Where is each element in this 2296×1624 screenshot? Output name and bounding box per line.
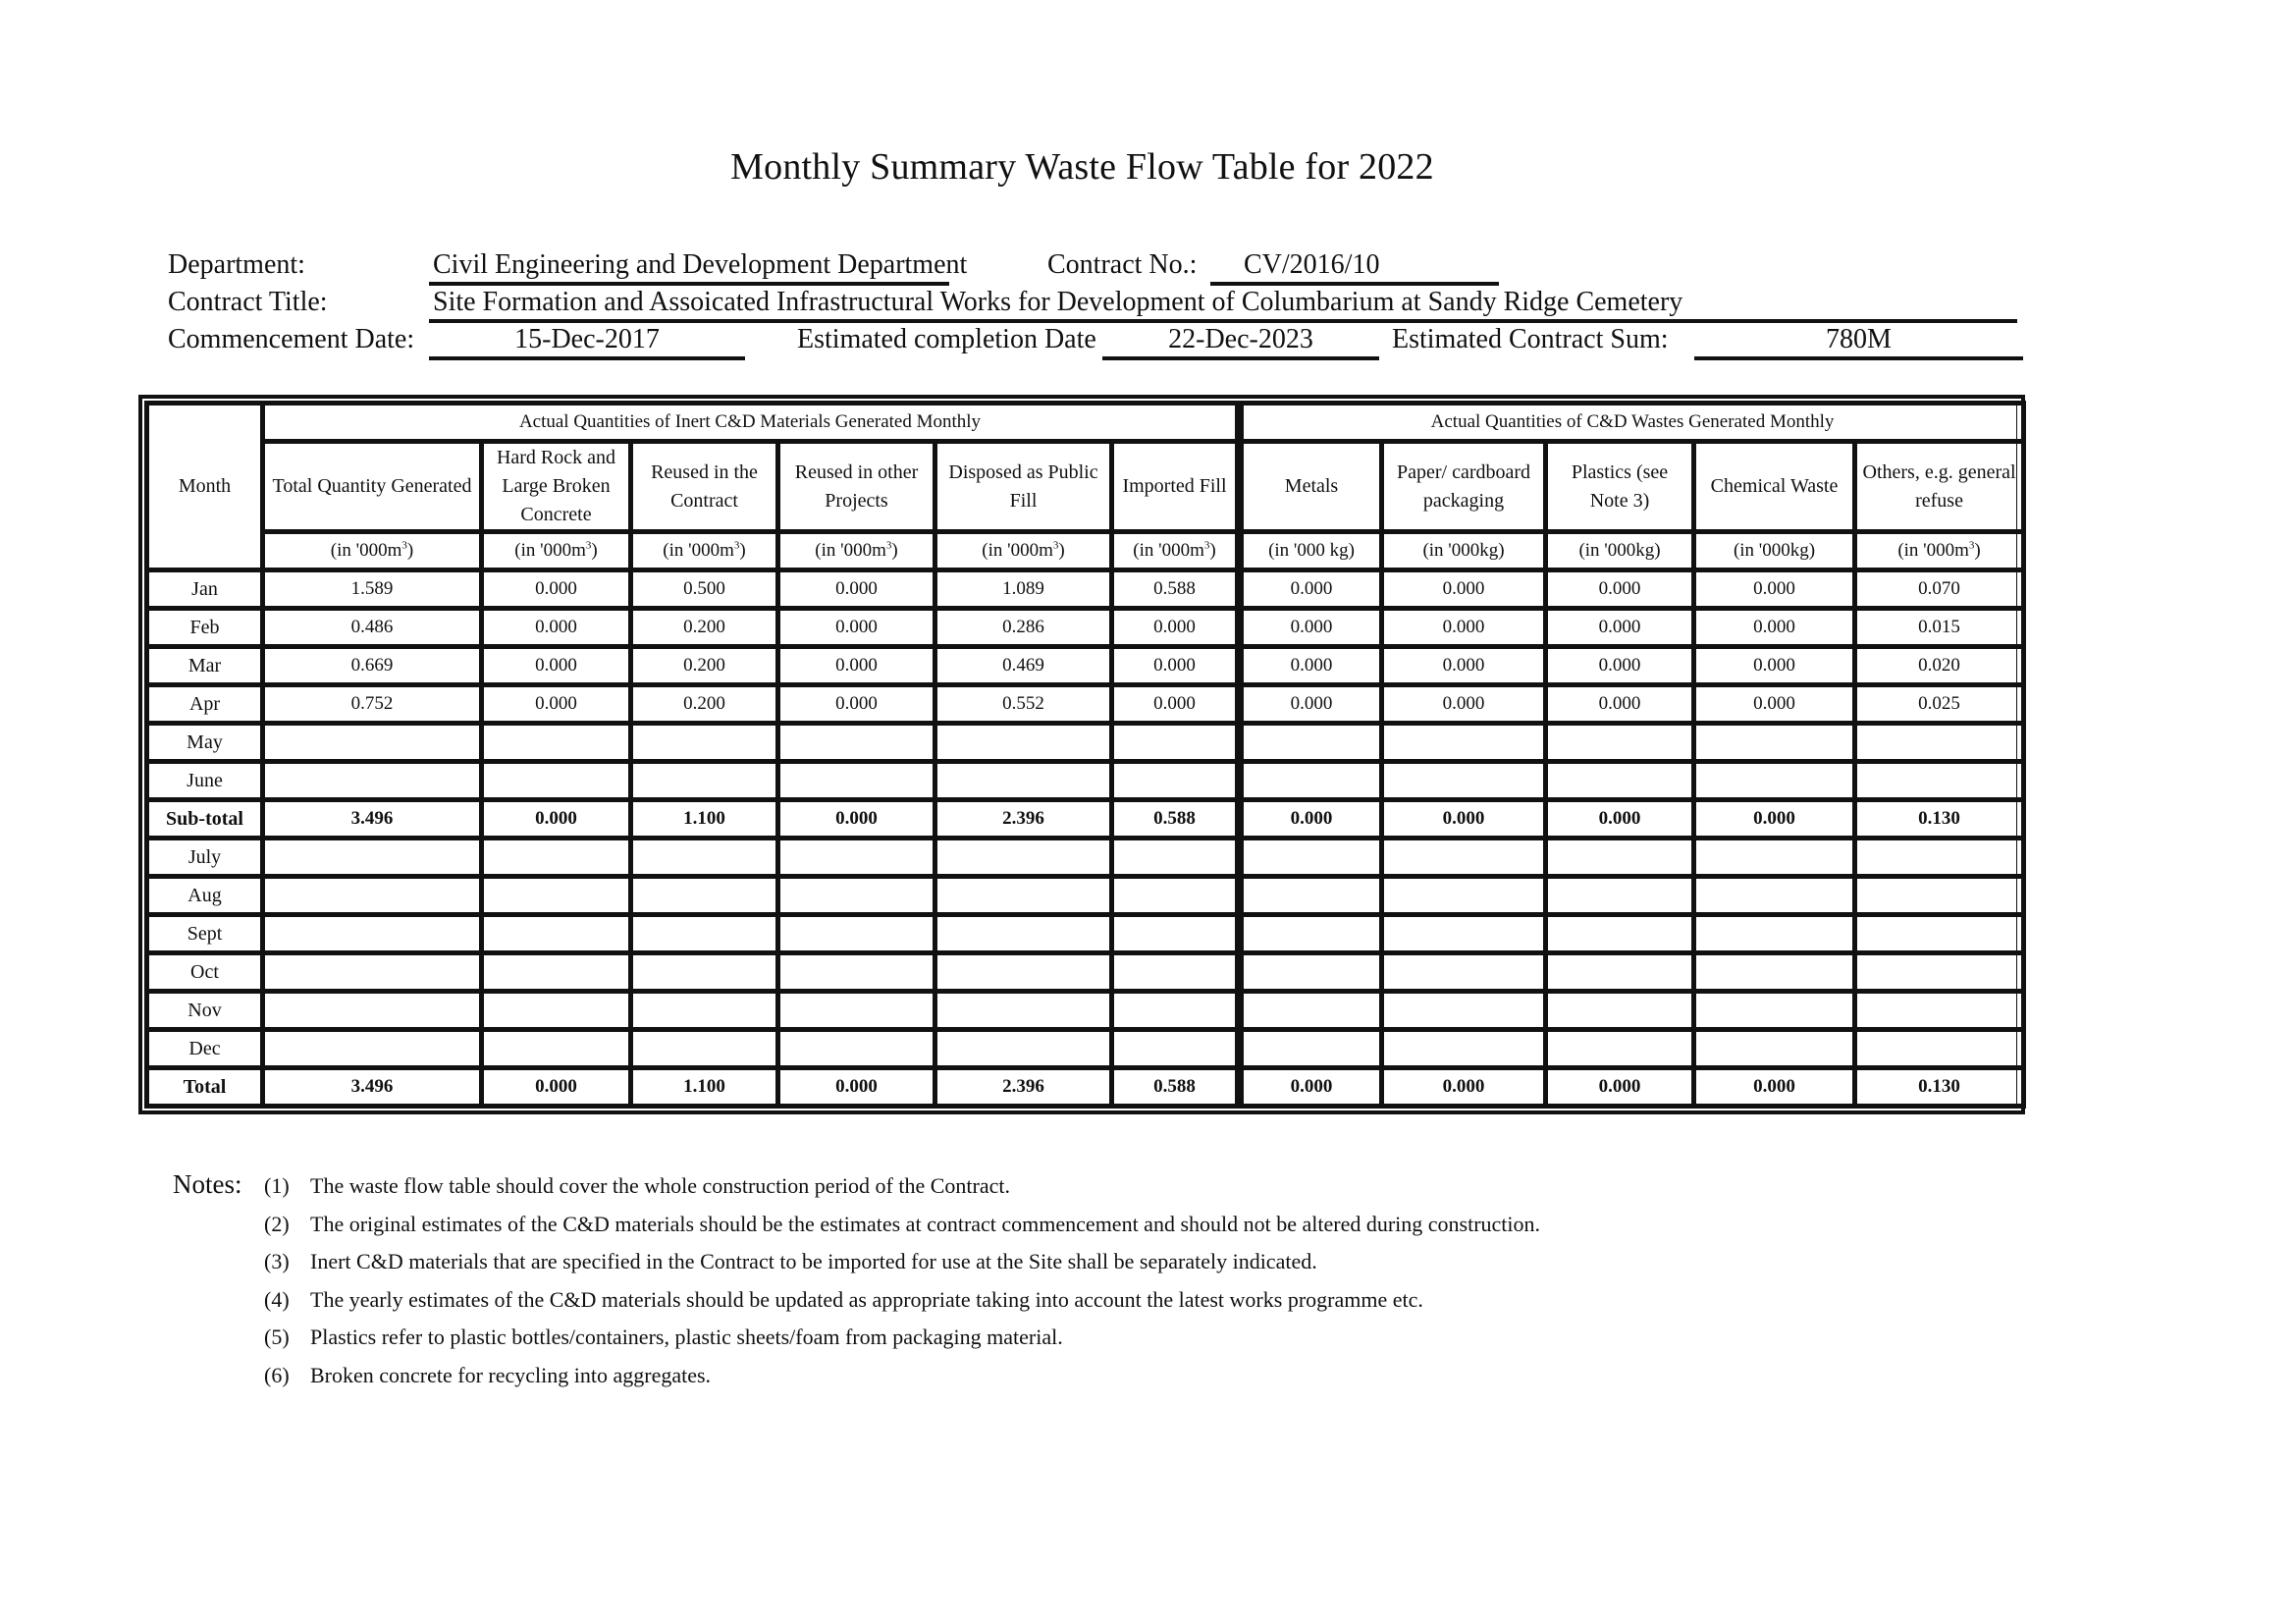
value-cell [631,915,778,953]
value-cell: 0.000 [1112,647,1240,685]
value-cell: 0.000 [1382,685,1546,724]
unit-cell [482,532,631,570]
note-number: (6) [264,1363,290,1387]
value-cell [263,915,482,953]
value-cell: 0.000 [1240,570,1382,609]
month-cell: Feb [147,609,263,647]
table-row [147,609,2024,647]
unit-superscript: 3 [1968,539,1975,552]
value-cell [778,915,935,953]
note-item [264,1363,711,1388]
value-cell [778,762,935,800]
value-cell: 0.000 [1694,609,1855,647]
value-cell [1855,724,2024,762]
month-cell: Oct [147,953,263,992]
unit-superscript: 3 [585,539,592,552]
column-header: Reused in the Contract [631,442,778,532]
month-cell: Sub-total [147,800,263,839]
value-cell [1240,915,1382,953]
table-row [147,1030,2024,1068]
table-row [147,647,2024,685]
unit-suffix: ) [891,540,898,562]
value-cell [1382,1030,1546,1068]
unit-text: (in '000m [1897,540,1969,562]
value-cell [263,839,482,877]
value-cell [1855,953,2024,992]
unit-superscript: 3 [1052,539,1059,552]
unit-superscript: 3 [885,539,892,552]
value-cell: 0.000 [778,647,935,685]
value-cell [935,992,1112,1030]
value-cell: 0.130 [1855,800,2024,839]
value-cell [1546,724,1694,762]
month-cell: Nov [147,992,263,1030]
column-header: Reused in other Projects [778,442,935,532]
month-cell: Sept [147,915,263,953]
column-header-row [147,442,2024,532]
column-header: Total Quantity Generated [263,442,482,532]
value-cell [1240,1030,1382,1068]
value-cell [482,762,631,800]
total-row [147,1068,2024,1107]
value-cell: 0.000 [1694,1068,1855,1107]
value-cell: 0.000 [1382,800,1546,839]
column-header: Hard Rock and Large Broken Concrete [482,442,631,532]
value-cell [263,1030,482,1068]
table-body [147,570,2024,1107]
value-cell: 1.100 [631,1068,778,1107]
contract-sum-label: Estimated Contract Sum: [1392,324,1669,354]
value-cell: 0.200 [631,647,778,685]
value-cell [1382,953,1546,992]
value-cell [631,877,778,915]
value-cell: 0.015 [1855,609,2024,647]
value-cell [1112,953,1240,992]
group-header-row [147,404,2024,442]
total-row [147,800,2024,839]
value-cell: 1.589 [263,570,482,609]
unit-text: (in '000kg) [1578,540,1661,562]
unit-text: (in '000m [663,540,734,562]
value-cell: 0.286 [935,609,1112,647]
note-text: The waste flow table should cover the whole construction period of the Contract. [310,1173,1010,1198]
value-cell [778,839,935,877]
value-cell: 0.000 [1382,570,1546,609]
value-cell: 0.469 [935,647,1112,685]
note-number: (5) [264,1325,290,1350]
value-cell [1240,992,1382,1030]
value-cell [1240,724,1382,762]
value-cell: 0.000 [1546,685,1694,724]
value-cell: 0.000 [1112,609,1240,647]
contract-title-value: Site Formation and Assoicated Infrastructural Works for Development of Columbarium at Sandy Ridge Cemetery [429,289,2017,323]
value-cell: 0.000 [1546,570,1694,609]
value-cell: 0.200 [631,609,778,647]
unit-superscript: 3 [1203,539,1210,552]
inert-materials-group-header: Actual Quantities of Inert C&D Materials Generated Monthly [263,404,1240,442]
value-cell: 0.000 [482,800,631,839]
column-header: Plastics (see Note 3) [1546,442,1694,532]
table-row [147,570,2024,609]
value-cell [778,992,935,1030]
table-row [147,762,2024,800]
value-cell [1382,915,1546,953]
value-cell: 2.396 [935,800,1112,839]
month-cell: Aug [147,877,263,915]
value-cell [1112,839,1240,877]
value-cell [263,953,482,992]
column-header: Metals [1240,442,1382,532]
month-column-header: Month [147,404,263,570]
value-cell: 0.752 [263,685,482,724]
value-cell: 2.396 [935,1068,1112,1107]
value-cell: 0.000 [1240,609,1382,647]
value-cell [263,877,482,915]
value-cell: 0.000 [1694,647,1855,685]
note-number: (1) [264,1173,290,1198]
value-cell [778,724,935,762]
value-cell [1546,915,1694,953]
value-cell [263,992,482,1030]
value-cell: 0.000 [1382,1068,1546,1107]
note-item [264,1212,1540,1237]
value-cell: 0.588 [1112,1068,1240,1107]
value-cell: 0.000 [1112,685,1240,724]
table-row [147,685,2024,724]
value-cell: 0.000 [1694,570,1855,609]
table-row [147,839,2024,877]
table-row [147,915,2024,953]
value-cell: 0.000 [778,1068,935,1107]
month-cell: Dec [147,1030,263,1068]
value-cell [631,839,778,877]
month-cell: July [147,839,263,877]
value-cell: 0.000 [1240,685,1382,724]
unit-text: (in '000m [1133,540,1204,562]
value-cell [1855,1030,2024,1068]
value-cell [482,724,631,762]
value-cell [1694,1030,1855,1068]
value-cell [631,762,778,800]
unit-cell [1240,532,1382,570]
value-cell [935,953,1112,992]
value-cell: 0.000 [482,1068,631,1107]
value-cell: 0.552 [935,685,1112,724]
value-cell [1855,992,2024,1030]
value-cell [1382,762,1546,800]
value-cell [1546,992,1694,1030]
note-item [264,1287,1423,1313]
value-cell [263,762,482,800]
value-cell [1112,992,1240,1030]
unit-cell [1382,532,1546,570]
completion-label: Estimated completion Date [797,326,1096,353]
value-cell [1382,877,1546,915]
value-cell [1382,992,1546,1030]
unit-suffix: ) [739,540,746,562]
unit-suffix: ) [406,540,414,562]
unit-text: (in '000m [330,540,402,562]
value-cell [1694,953,1855,992]
value-cell: 1.100 [631,800,778,839]
unit-suffix: ) [591,540,598,562]
month-cell: Jan [147,570,263,609]
value-cell: 1.089 [935,570,1112,609]
value-cell: 0.000 [1382,609,1546,647]
value-cell [1112,724,1240,762]
value-cell: 3.496 [263,1068,482,1107]
value-cell: 0.486 [263,609,482,647]
value-cell: 0.000 [482,647,631,685]
note-item [264,1325,1063,1350]
value-cell [482,915,631,953]
note-number: (4) [264,1286,290,1312]
value-cell: 0.000 [1546,1068,1694,1107]
department-value: Civil Engineering and Development Department [429,251,949,286]
value-cell [1855,877,2024,915]
note-text: The yearly estimates of the C&D materials should be updated as appropriate taking into account the latest works programme etc. [310,1286,1423,1312]
value-cell [1694,877,1855,915]
value-cell [631,953,778,992]
cd-wastes-group-header: Actual Quantities of C&D Wastes Generated Monthly [1240,404,2024,442]
column-header: Imported Fill [1112,442,1240,532]
unit-superscript: 3 [401,539,407,552]
note-number: (3) [264,1249,290,1274]
value-cell [1112,762,1240,800]
value-cell [1546,839,1694,877]
unit-suffix: ) [1209,540,1216,562]
value-cell [1240,877,1382,915]
unit-text: (in '000kg) [1733,540,1816,562]
value-cell: 0.588 [1112,570,1240,609]
contract-no-label: Contract No.: [1047,249,1198,280]
waste-flow-table-frame [138,395,2025,1114]
value-cell: 0.588 [1112,800,1240,839]
value-cell [482,839,631,877]
value-cell [778,877,935,915]
unit-cell [631,532,778,570]
value-cell: 0.500 [631,570,778,609]
notes-label: Notes: [173,1169,242,1199]
unit-suffix: ) [1058,540,1065,562]
note-text: Plastics refer to plastic bottles/containers, plastic sheets/foam from packaging material. [310,1325,1063,1350]
unit-text: (in '000m [815,540,886,562]
note-text: The original estimates of the C&D materials should be the estimates at contract commencement and should not be altered during construction. [310,1211,1541,1236]
value-cell [935,762,1112,800]
value-cell: 0.025 [1855,685,2024,724]
contract-title-label: Contract Title: [168,287,328,317]
value-cell [482,877,631,915]
unit-cell [1694,532,1855,570]
unit-superscript: 3 [733,539,740,552]
value-cell [1546,762,1694,800]
value-cell [631,724,778,762]
value-cell [1694,915,1855,953]
commencement-label: Commencement Date: [168,324,415,354]
value-cell [482,1030,631,1068]
value-cell [1240,839,1382,877]
value-cell [1382,724,1546,762]
value-cell: 0.000 [1546,800,1694,839]
value-cell [1240,953,1382,992]
commencement-value: 15-Dec-2017 [429,326,745,360]
note-item [264,1173,1010,1199]
value-cell: 0.000 [1546,609,1694,647]
value-cell: 0.020 [1855,647,2024,685]
table-row [147,953,2024,992]
value-cell [935,1030,1112,1068]
column-header: Paper/ cardboard packaging [1382,442,1546,532]
unit-cell [935,532,1112,570]
value-cell [482,992,631,1030]
value-cell [1694,992,1855,1030]
month-cell: May [147,724,263,762]
value-cell [1112,1030,1240,1068]
month-cell: Mar [147,647,263,685]
value-cell: 0.000 [1546,647,1694,685]
contract-no-value: CV/2016/10 [1210,251,1499,286]
value-cell [1546,1030,1694,1068]
value-cell [935,915,1112,953]
value-cell [1382,839,1546,877]
value-cell [263,724,482,762]
table-row [147,724,2024,762]
value-cell [1855,839,2024,877]
table-row [147,992,2024,1030]
value-cell: 0.070 [1855,570,2024,609]
month-cell: June [147,762,263,800]
value-cell [935,724,1112,762]
value-cell: 0.000 [778,685,935,724]
value-cell: 0.000 [1694,685,1855,724]
value-cell [1112,915,1240,953]
waste-flow-table [144,401,2026,1109]
value-cell [1694,839,1855,877]
month-cell: Total [147,1068,263,1107]
table-row [147,877,2024,915]
department-label: Department: [168,249,305,280]
value-cell: 0.200 [631,685,778,724]
value-cell [935,839,1112,877]
value-cell [935,877,1112,915]
value-cell: 0.000 [778,570,935,609]
column-header: Disposed as Public Fill [935,442,1112,532]
value-cell [1112,877,1240,915]
unit-text: (in '000kg) [1422,540,1505,562]
value-cell: 0.000 [778,609,935,647]
value-cell: 0.000 [482,570,631,609]
value-cell [1240,762,1382,800]
note-item [264,1249,1317,1274]
value-cell [1694,724,1855,762]
unit-text: (in '000 kg) [1268,540,1355,562]
value-cell: 0.000 [1240,1068,1382,1107]
value-cell: 0.000 [1694,800,1855,839]
value-cell [482,953,631,992]
unit-text: (in '000m [514,540,586,562]
value-cell: 0.000 [482,685,631,724]
unit-cell [1546,532,1694,570]
value-cell: 0.669 [263,647,482,685]
month-cell: Apr [147,685,263,724]
unit-row [147,532,2024,570]
value-cell [778,953,935,992]
column-header: Chemical Waste [1694,442,1855,532]
completion-value: 22-Dec-2023 [1102,326,1379,360]
value-cell [778,1030,935,1068]
page-title: Monthly Summary Waste Flow Table for 2022 [730,146,1434,188]
unit-cell [1112,532,1240,570]
value-cell: 0.000 [1240,800,1382,839]
value-cell [1546,877,1694,915]
unit-text: (in '000m [982,540,1053,562]
value-cell: 3.496 [263,800,482,839]
value-cell: 0.000 [778,800,935,839]
unit-suffix: ) [1974,540,1981,562]
value-cell [1694,762,1855,800]
unit-cell [1855,532,2024,570]
contract-sum-value: 780M [1694,326,2023,360]
value-cell: 0.000 [1382,647,1546,685]
unit-cell [263,532,482,570]
value-cell: 0.000 [482,609,631,647]
value-cell [1546,953,1694,992]
note-number: (2) [264,1211,290,1236]
value-cell [631,992,778,1030]
note-text: Broken concrete for recycling into aggregates. [310,1363,712,1387]
note-text: Inert C&D materials that are specified in the Contract to be imported for use at the Site shall be separately indicated. [310,1249,1317,1274]
value-cell: 0.130 [1855,1068,2024,1107]
value-cell: 0.000 [1240,647,1382,685]
unit-cell [778,532,935,570]
column-header: Others, e.g. general refuse [1855,442,2024,532]
value-cell [1855,762,2024,800]
value-cell [1855,915,2024,953]
value-cell [631,1030,778,1068]
